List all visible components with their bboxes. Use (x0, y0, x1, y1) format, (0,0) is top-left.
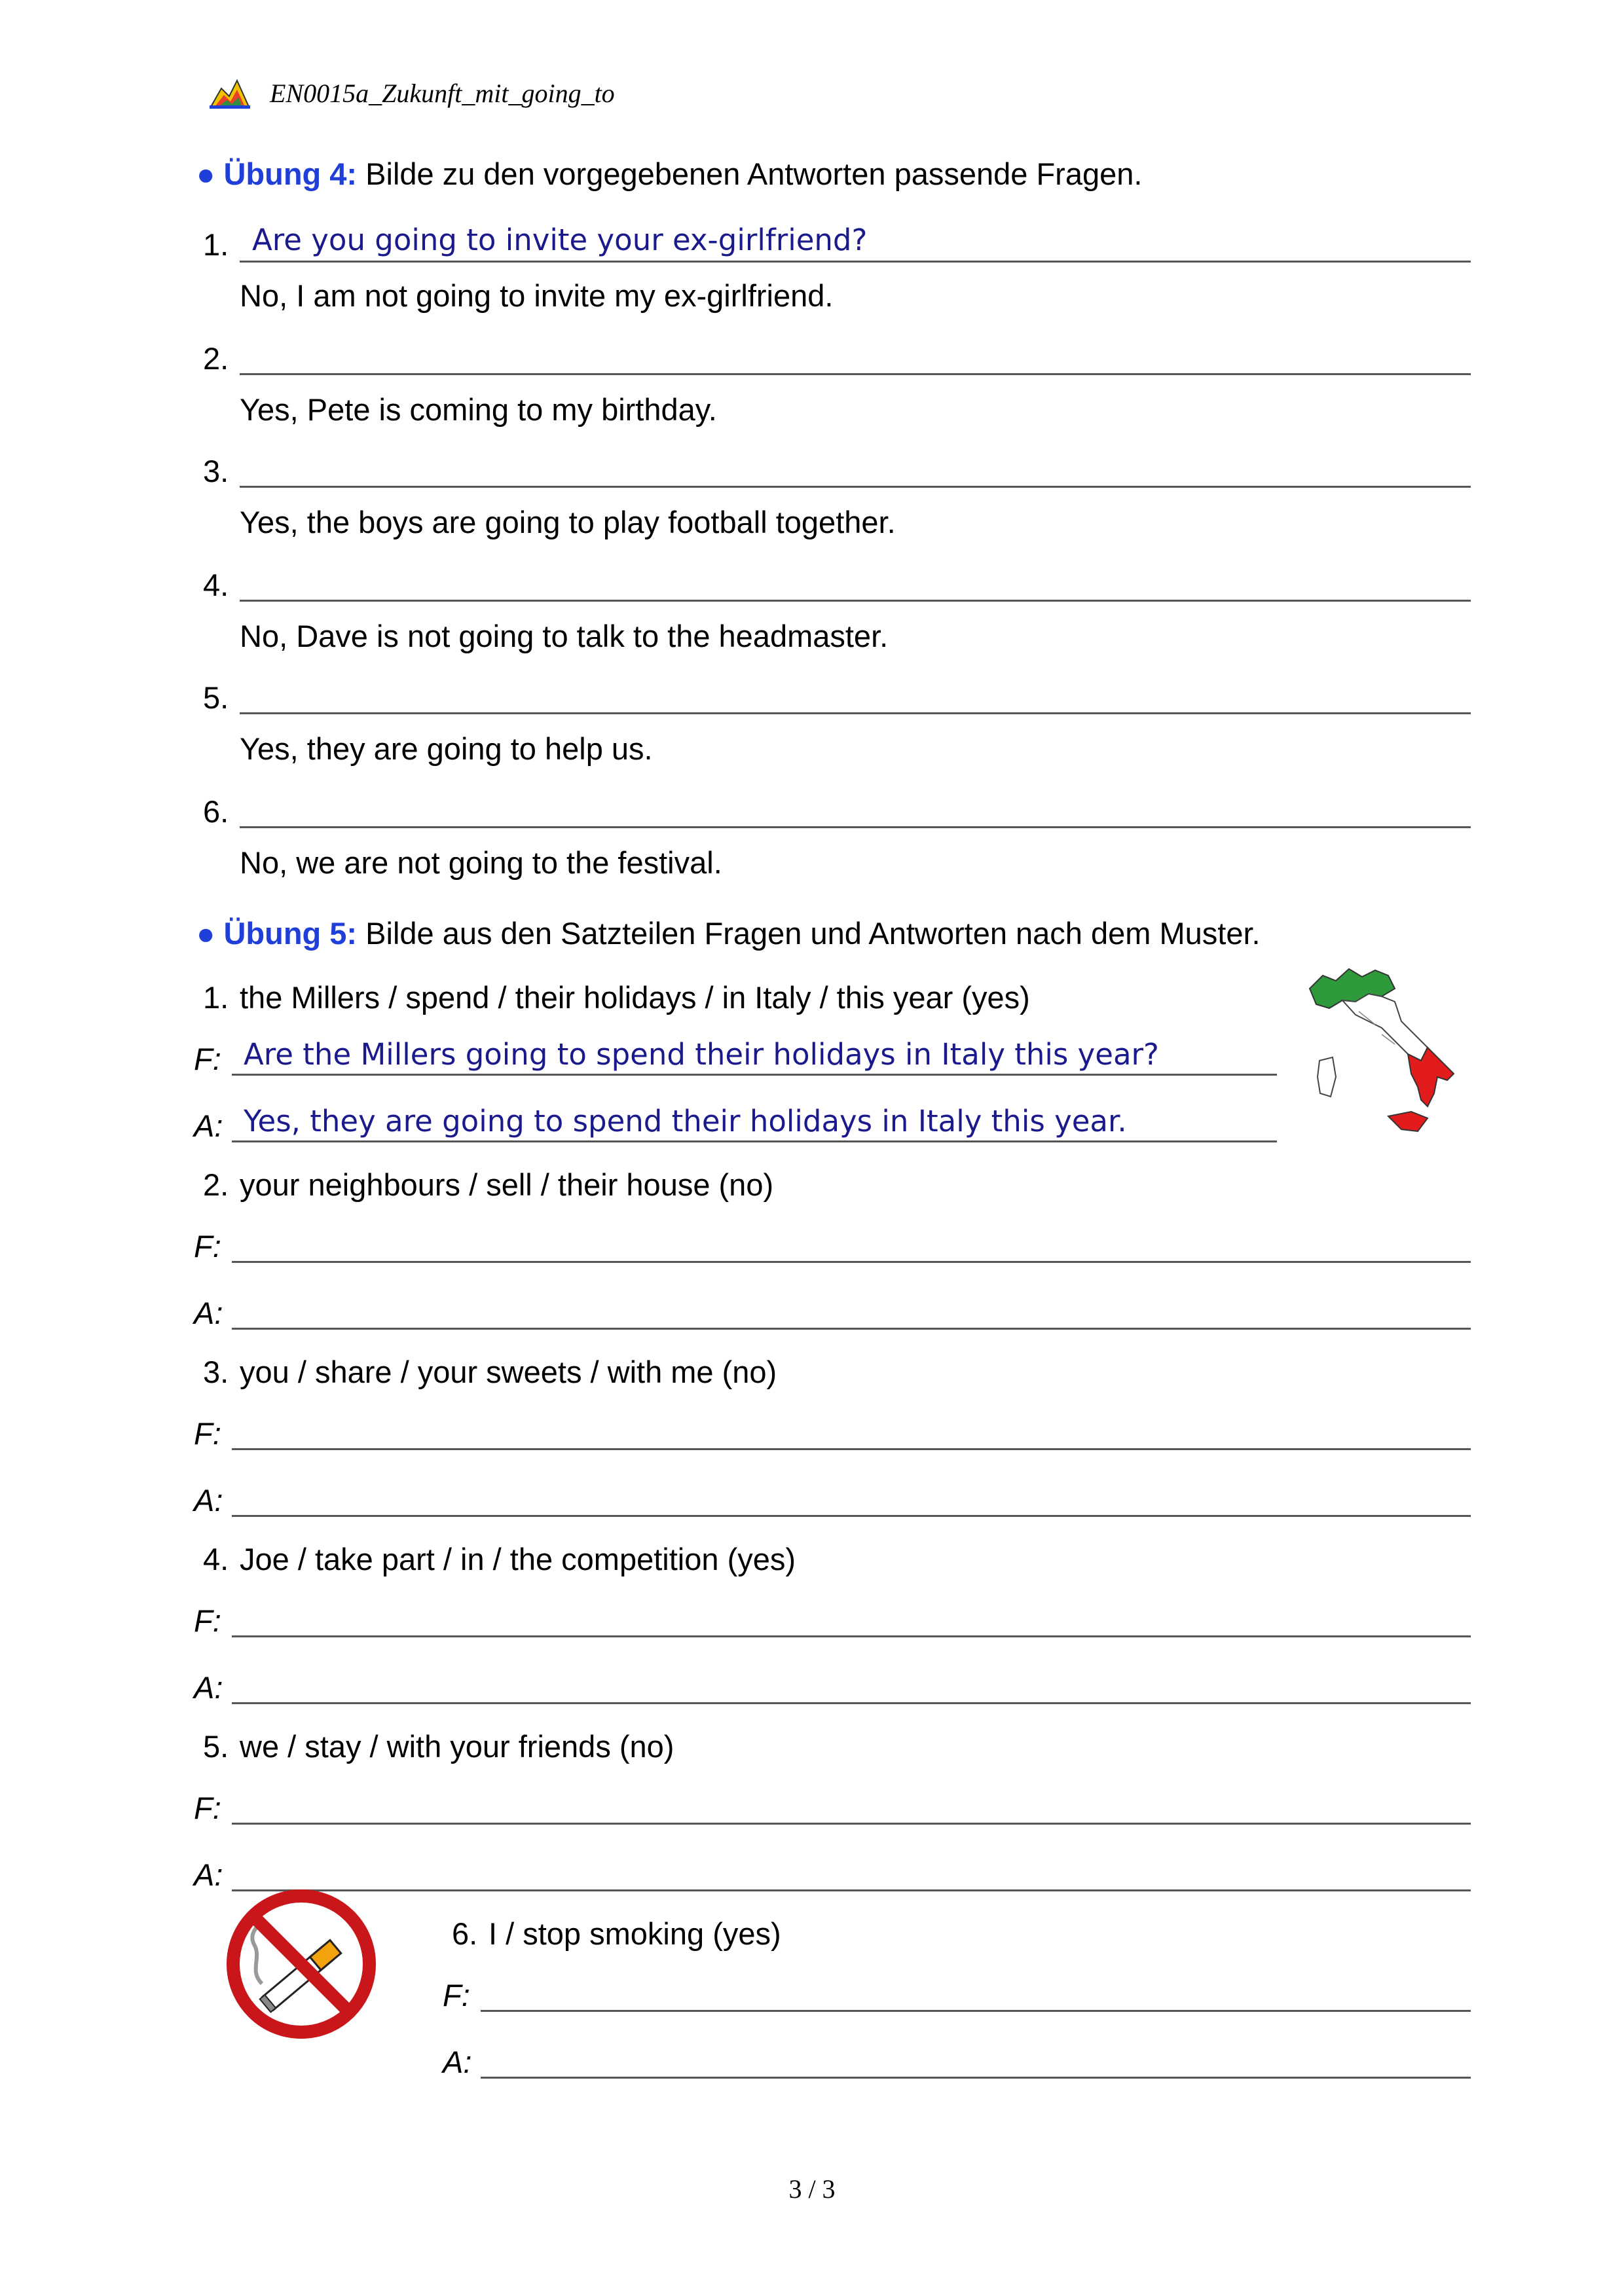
question-label: F: (443, 1978, 470, 2013)
prompt-text: you / share / your sweets / with me (no) (240, 1355, 777, 1389)
question-label: F: (194, 1791, 221, 1825)
given-answer: Yes, they are going to help us. (240, 731, 653, 766)
answer-label: A: (194, 1483, 223, 1518)
prompt-text: we / stay / with your friends (no) (240, 1729, 674, 1764)
answer-label: A: (194, 1108, 223, 1143)
answer-line-5[interactable] (232, 1889, 1471, 1891)
prompt-number: 6. (452, 1916, 478, 1951)
given-answer: Yes, Pete is coming to my birthday. (240, 392, 717, 427)
item-number: 3. (203, 454, 229, 488)
answer-line-1[interactable] (240, 261, 1471, 263)
exercise-5-label: Übung 5: (223, 916, 358, 951)
question-line-2[interactable] (232, 1261, 1471, 1263)
given-answer: No, we are not going to the festival. (240, 845, 722, 880)
question-line-1[interactable] (232, 1074, 1277, 1076)
page-number: 3 / 3 (788, 2174, 836, 2204)
italy-map-illustration (1297, 962, 1467, 1146)
question-label: F: (194, 1229, 221, 1264)
exercise-4-instruction: Bilde zu den vorgegebenen Antworten passende Fragen. (365, 156, 1143, 191)
prompt-number: 1. (203, 980, 229, 1015)
question-label: F: (194, 1042, 221, 1076)
answer-line-4[interactable] (232, 1702, 1471, 1704)
question-line-6[interactable] (481, 2010, 1471, 2012)
prompt-number: 3. (203, 1355, 229, 1389)
given-answer: No, I am not going to invite my ex-girlfriend. (240, 278, 834, 313)
no-smoking-icon (223, 1886, 380, 2043)
answer-line-6[interactable] (481, 2077, 1471, 2079)
answer-label: A: (194, 1296, 223, 1330)
answer-line-1[interactable] (232, 1140, 1277, 1142)
filled-answer: Yes, they are going to spend their holidays in Italy this year. (244, 1104, 1127, 1139)
answer-line-3[interactable] (240, 486, 1471, 488)
prompt-number: 2. (203, 1167, 229, 1202)
answer-label: A: (443, 2045, 472, 2079)
prompt-number: 4. (203, 1542, 229, 1576)
exercise-4-heading (196, 156, 1142, 192)
prompt-number: 5. (203, 1729, 229, 1764)
answer-label: A: (194, 1857, 223, 1892)
question-line-4[interactable] (232, 1635, 1471, 1637)
answer-line-5[interactable] (240, 712, 1471, 714)
item-number: 6. (203, 794, 229, 829)
answer-line-4[interactable] (240, 600, 1471, 602)
item-number: 2. (203, 341, 229, 376)
exercise-4-label: Übung 4: (223, 156, 358, 191)
item-number: 1. (203, 227, 229, 262)
question-line-5[interactable] (232, 1823, 1471, 1825)
filled-question: Are you going to invite your ex-girlfriend? (252, 223, 868, 257)
answer-line-2[interactable] (240, 373, 1471, 375)
answer-line-6[interactable] (240, 826, 1471, 828)
item-number: 4. (203, 568, 229, 602)
question-label: F: (194, 1416, 221, 1451)
page-header (208, 73, 615, 113)
item-number: 5. (203, 680, 229, 715)
prompt-text: the Millers / spend / their holidays / in Italy / this year (yes) (240, 980, 1030, 1015)
given-answer: No, Dave is not going to talk to the headmaster. (240, 619, 889, 653)
bullet: ● (196, 156, 215, 191)
exercise-5-instruction: Bilde aus den Satzteilen Fragen und Antworten nach dem Muster. (365, 916, 1261, 951)
question-label: F: (194, 1603, 221, 1638)
prompt-text: I / stop smoking (yes) (489, 1916, 781, 1951)
document-title: EN0015a_Zukunft_mit_going_to (270, 78, 615, 108)
answer-label: A: (194, 1670, 223, 1705)
logo-icon (208, 77, 251, 109)
filled-question: Are the Millers going to spend their holidays in Italy this year? (244, 1037, 1159, 1072)
prompt-text: your neighbours / sell / their house (no) (240, 1167, 774, 1202)
prompt-text: Joe / take part / in / the competition (yes) (240, 1542, 796, 1576)
bullet: ● (196, 916, 215, 951)
answer-line-3[interactable] (232, 1515, 1471, 1517)
answer-line-2[interactable] (232, 1328, 1471, 1330)
exercise-5-heading (196, 915, 1261, 951)
question-line-3[interactable] (232, 1448, 1471, 1450)
given-answer: Yes, the boys are going to play football together. (240, 505, 896, 539)
